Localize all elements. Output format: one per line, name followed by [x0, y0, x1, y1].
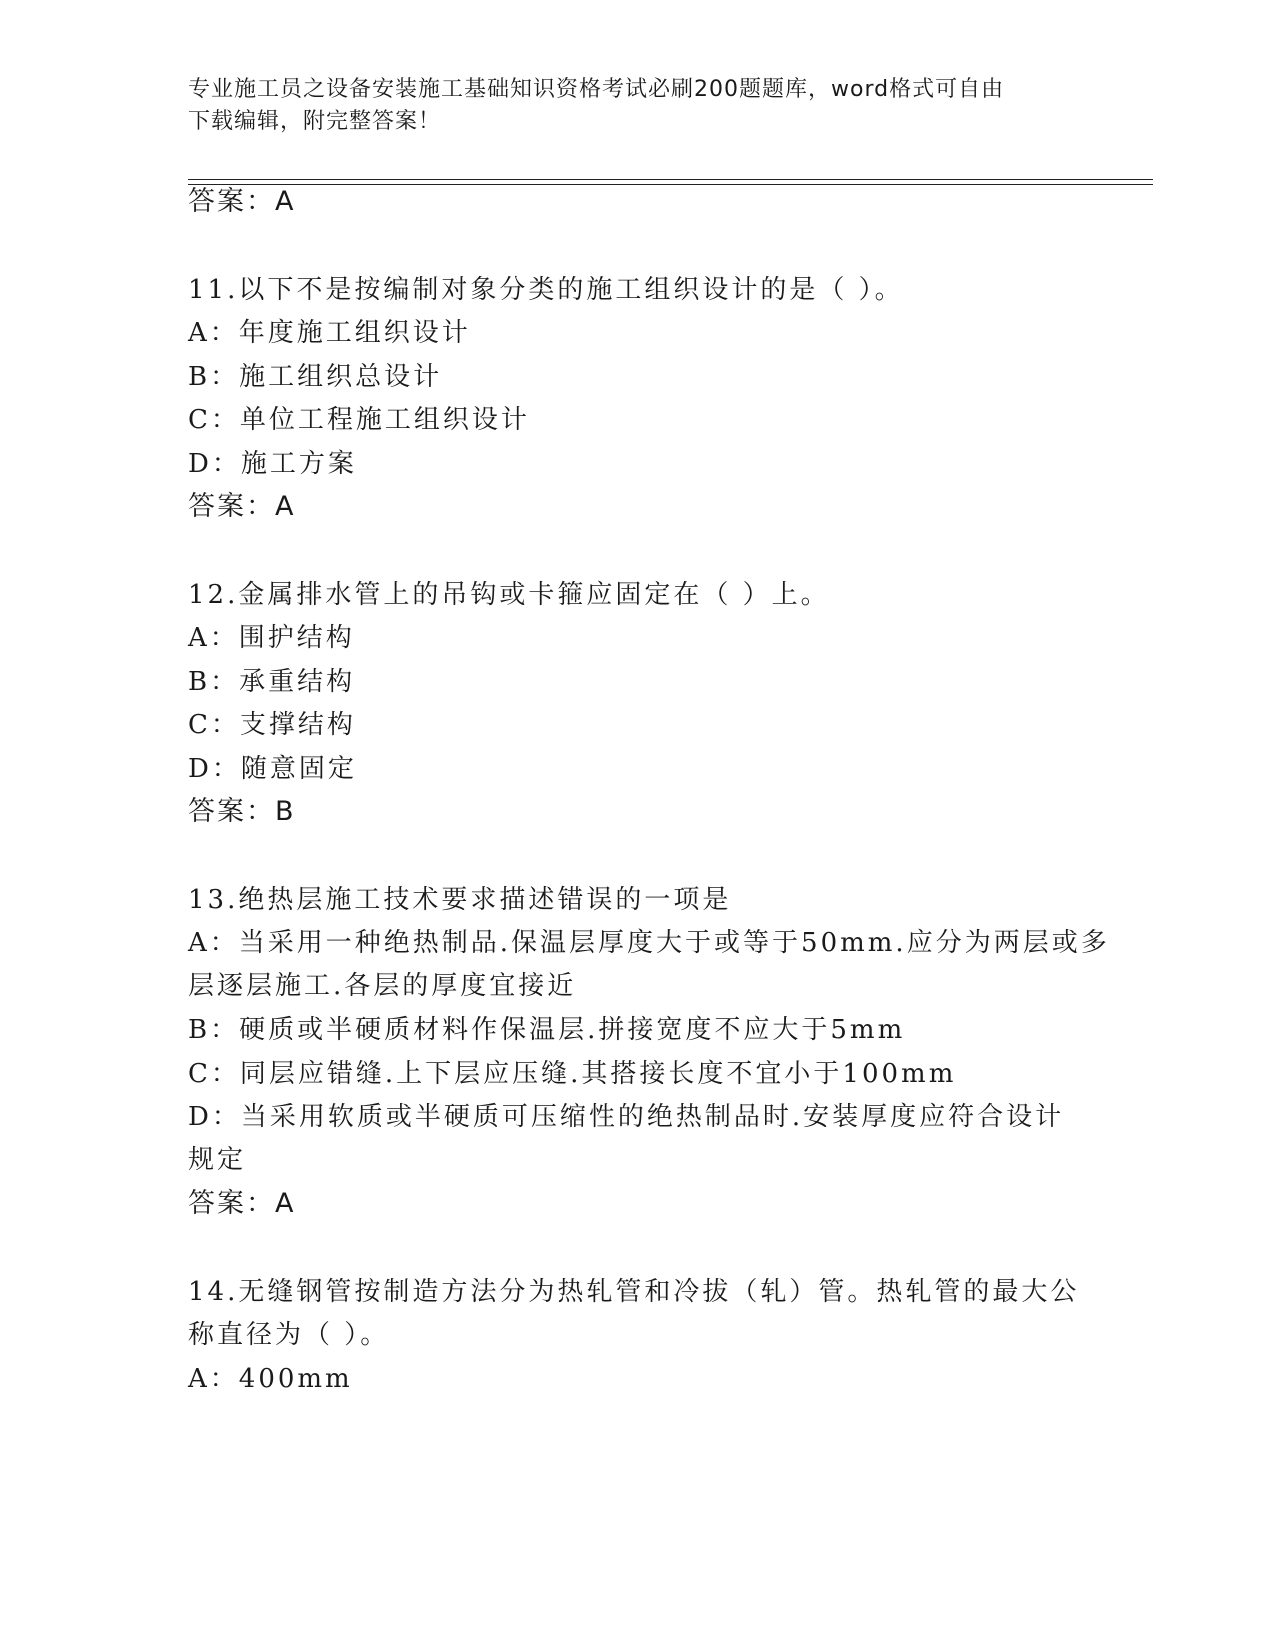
q13-option-d: D：当采用软质或半硬质可压缩性的绝热制品时.安装厚度应符合设计: [188, 1102, 1065, 1132]
question-13: 13.绝热层施工技术要求描述错误的一项是: [188, 885, 732, 915]
question-11: 11.以下不是按编制对象分类的施工组织设计的是（ ）。: [188, 275, 904, 305]
q12-option-b: B：承重结构: [188, 667, 356, 697]
answer-13: 答案：A: [188, 1188, 296, 1219]
answer-11: 答案：A: [188, 491, 296, 522]
q13-option-c: C：同层应错缝.上下层应压缝.其搭接长度不宜小于100mm: [188, 1059, 957, 1089]
header-rule-bottom: [188, 184, 1153, 185]
header-rule-top: [188, 179, 1153, 180]
document-header: [188, 74, 1078, 138]
q14-option-a: A：400mm: [188, 1364, 353, 1394]
question-14: 14.无缝钢管按制造方法分为热轧管和冷拔（轧）管。热轧管的最大公: [188, 1277, 1080, 1307]
q11-option-d: D：施工方案: [188, 449, 357, 479]
q13-option-b: B：硬质或半硬质材料作保温层.拼接宽度不应大于5mm: [188, 1015, 906, 1045]
question-14-cont: 称直径为（ ）。: [188, 1320, 390, 1350]
question-12: 12.金属排水管上的吊钩或卡箍应固定在（ ）上。: [188, 580, 830, 610]
header-line-1: 专业施工员之设备安装施工基础知识资格考试必刷200题题库，word格式可自由: [188, 77, 1005, 102]
q13-option-a: A：当采用一种绝热制品.保温层厚度大于或等于50mm.应分为两层或多: [188, 928, 1110, 958]
answer-12: 答案：B: [188, 796, 296, 827]
q13-option-d-cont: 规定: [188, 1145, 247, 1175]
q12-option-c: C：支撑结构: [188, 710, 356, 740]
header-line-2: 下载编辑，附完整答案！: [188, 109, 442, 134]
q11-option-b: B：施工组织总设计: [188, 362, 443, 392]
q11-option-a: A：年度施工组织设计: [188, 318, 471, 348]
q13-option-a-cont: 层逐层施工.各层的厚度宜接近: [188, 971, 577, 1001]
q12-option-a: A：围护结构: [188, 623, 355, 653]
q12-option-d: D：随意固定: [188, 754, 357, 784]
answer-10: 答案：A: [188, 186, 296, 217]
q11-option-c: C：单位工程施工组织设计: [188, 405, 530, 435]
